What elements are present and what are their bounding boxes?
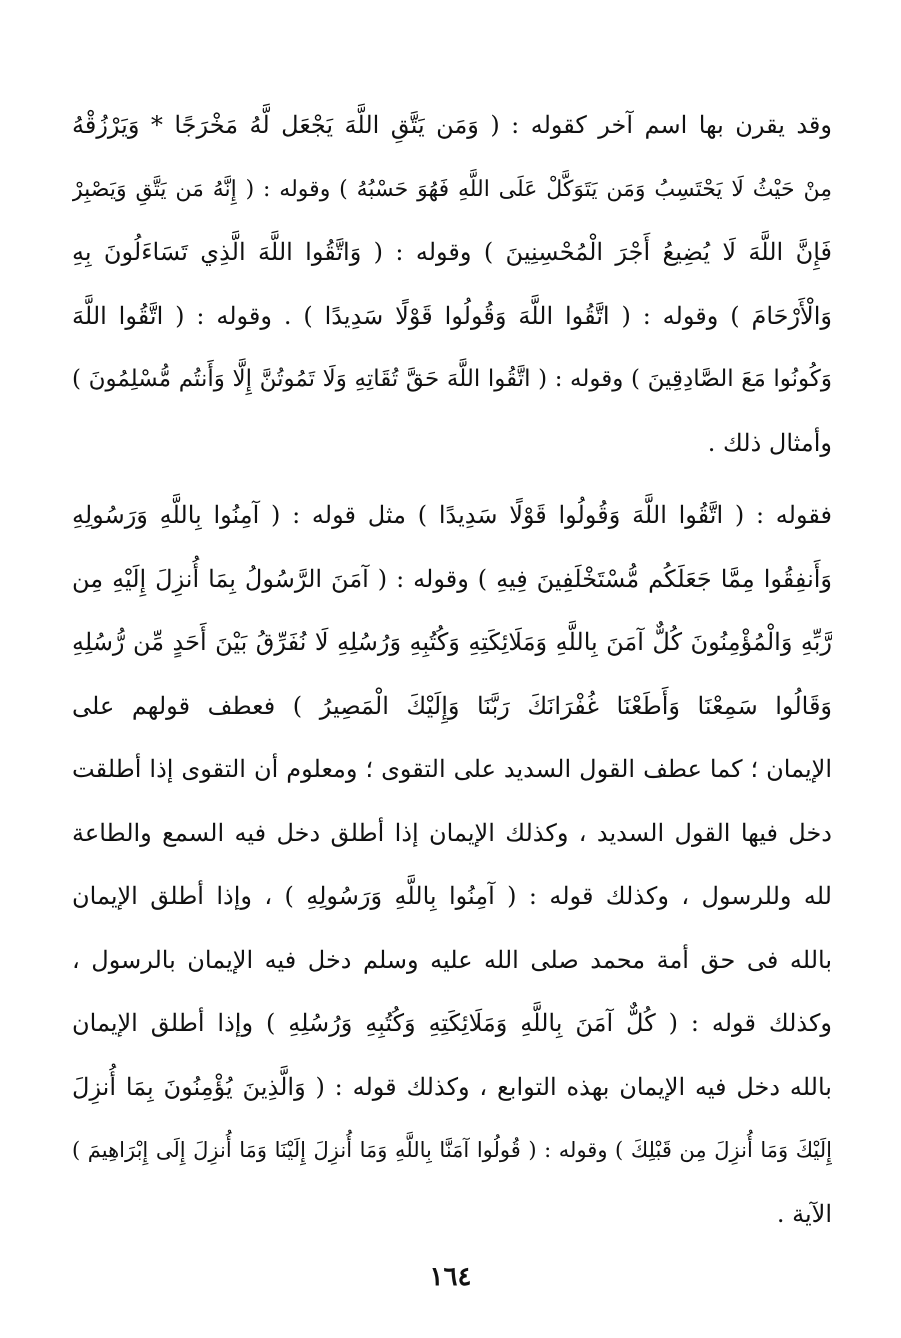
text-line: رَّبِّهِ وَالْمُؤْمِنُونَ كُلٌّ آمَنَ بِاللَّهِ وَمَلَائِكَتِهِ وَكُتُبِهِ وَرُسُلِهِ لَا نُفَرِّقُ بَيْنَ أَحَدٍ مِّن رُّسُلِهِ (72, 628, 832, 656)
text-line: وأمثال ذلك . (707, 428, 832, 457)
text-line: بالله دخل فيه الإيمان بهذه التوابع ، وكذلك قوله : ( وَالَّذِينَ يُؤْمِنُونَ بِمَا أُنزِلَ (72, 1072, 832, 1101)
text-line: وَكُونُوا مَعَ الصَّادِقِينَ ) وقوله : ( اتَّقُوا اللَّهَ حَقَّ تُقَاتِهِ وَلَا تَمُوتُنَّ إِلَّا وَأَنتُم مُّسْلِمُونَ ) (72, 366, 832, 392)
text-line: وَأَنفِقُوا مِمَّا جَعَلَكُم مُّسْتَخْلَفِينَ فِيهِ ) وقوله : ( آمَنَ الرَّسُولُ بِمَا أُنزِلَ إِلَيْهِ مِن (72, 564, 832, 593)
text-line: وَقَالُوا سَمِعْنَا وَأَطَعْنَا غُفْرَانَكَ رَبَّنَا وَإِلَيْكَ الْمَصِيرُ ) فعطف قولهم على (72, 691, 832, 720)
paragraph-iman-verses (72, 484, 832, 1246)
text-line: إِلَيْكَ وَمَا أُنزِلَ مِن قَبْلِكَ ) وقوله : ( قُولُوا آمَنَّا بِاللَّهِ وَمَا أُنزِلَ إِلَيْنَا وَمَا أُنزِلَ إِلَى إِبْرَاهِيمَ ) (72, 1138, 832, 1162)
text-line: دخل فيها القول السديد ، وكذلك الإيمان إذا أطلق دخل فيه السمع والطاعة (72, 818, 832, 847)
text-line: فقوله : ( اتَّقُوا اللَّهَ وَقُولُوا قَوْلًا سَدِيدًا ) مثل قوله : ( آمِنُوا بِاللَّهِ وَرَسُولِهِ (72, 501, 832, 529)
paragraph-taqwa-verses (72, 94, 832, 475)
text-line: وكذلك قوله : ( كُلٌّ آمَنَ بِاللَّهِ وَمَلَائِكَتِهِ وَكُتُبِهِ وَرُسُلِهِ ) وإذا أطلق الإيمان (72, 1009, 832, 1037)
text-line: فَإِنَّ اللَّهَ لَا يُضِيعُ أَجْرَ الْمُحْسِنِينَ ) وقوله : ( وَاتَّقُوا اللَّهَ الَّذِي تَسَاءَلُونَ بِهِ (72, 238, 832, 266)
text-line: الآية . (776, 1199, 832, 1228)
text-line: وَالْأَرْحَامَ ) وقوله : ( اتَّقُوا اللَّهَ وَقُولُوا قَوْلًا سَدِيدًا ) . وقوله : ( اتَّقُوا اللَّهَ (72, 301, 832, 330)
text-line: وقد يقرن بها اسم آخر كقوله : ( وَمَن يَتَّقِ اللَّهَ يَجْعَل لَّهُ مَخْرَجًا * وَيَرْزُقْهُ (72, 111, 832, 139)
text-line: الإيمان ؛ كما عطف القول السديد على التقوى ؛ ومعلوم أن التقوى إذا أطلقت (72, 755, 832, 783)
text-line: مِنْ حَيْثُ لَا يَحْتَسِبُ وَمَن يَتَوَكَّلْ عَلَى اللَّهِ فَهُوَ حَسْبُهُ ) وقوله : ( إِنَّهُ مَن يَتَّقِ وَيَصْبِرْ (72, 176, 832, 202)
page-number: ١٦٤ (429, 1262, 472, 1292)
text-line: لله وللرسول ، وكذلك قوله : ( آمِنُوا بِاللَّهِ وَرَسُولِهِ ) ، وإذا أطلق الإيمان (72, 882, 832, 910)
text-line: بالله فى حق أمة محمد صلى الله عليه وسلم دخل فيه الإيمان بالرسول ، (72, 945, 832, 974)
